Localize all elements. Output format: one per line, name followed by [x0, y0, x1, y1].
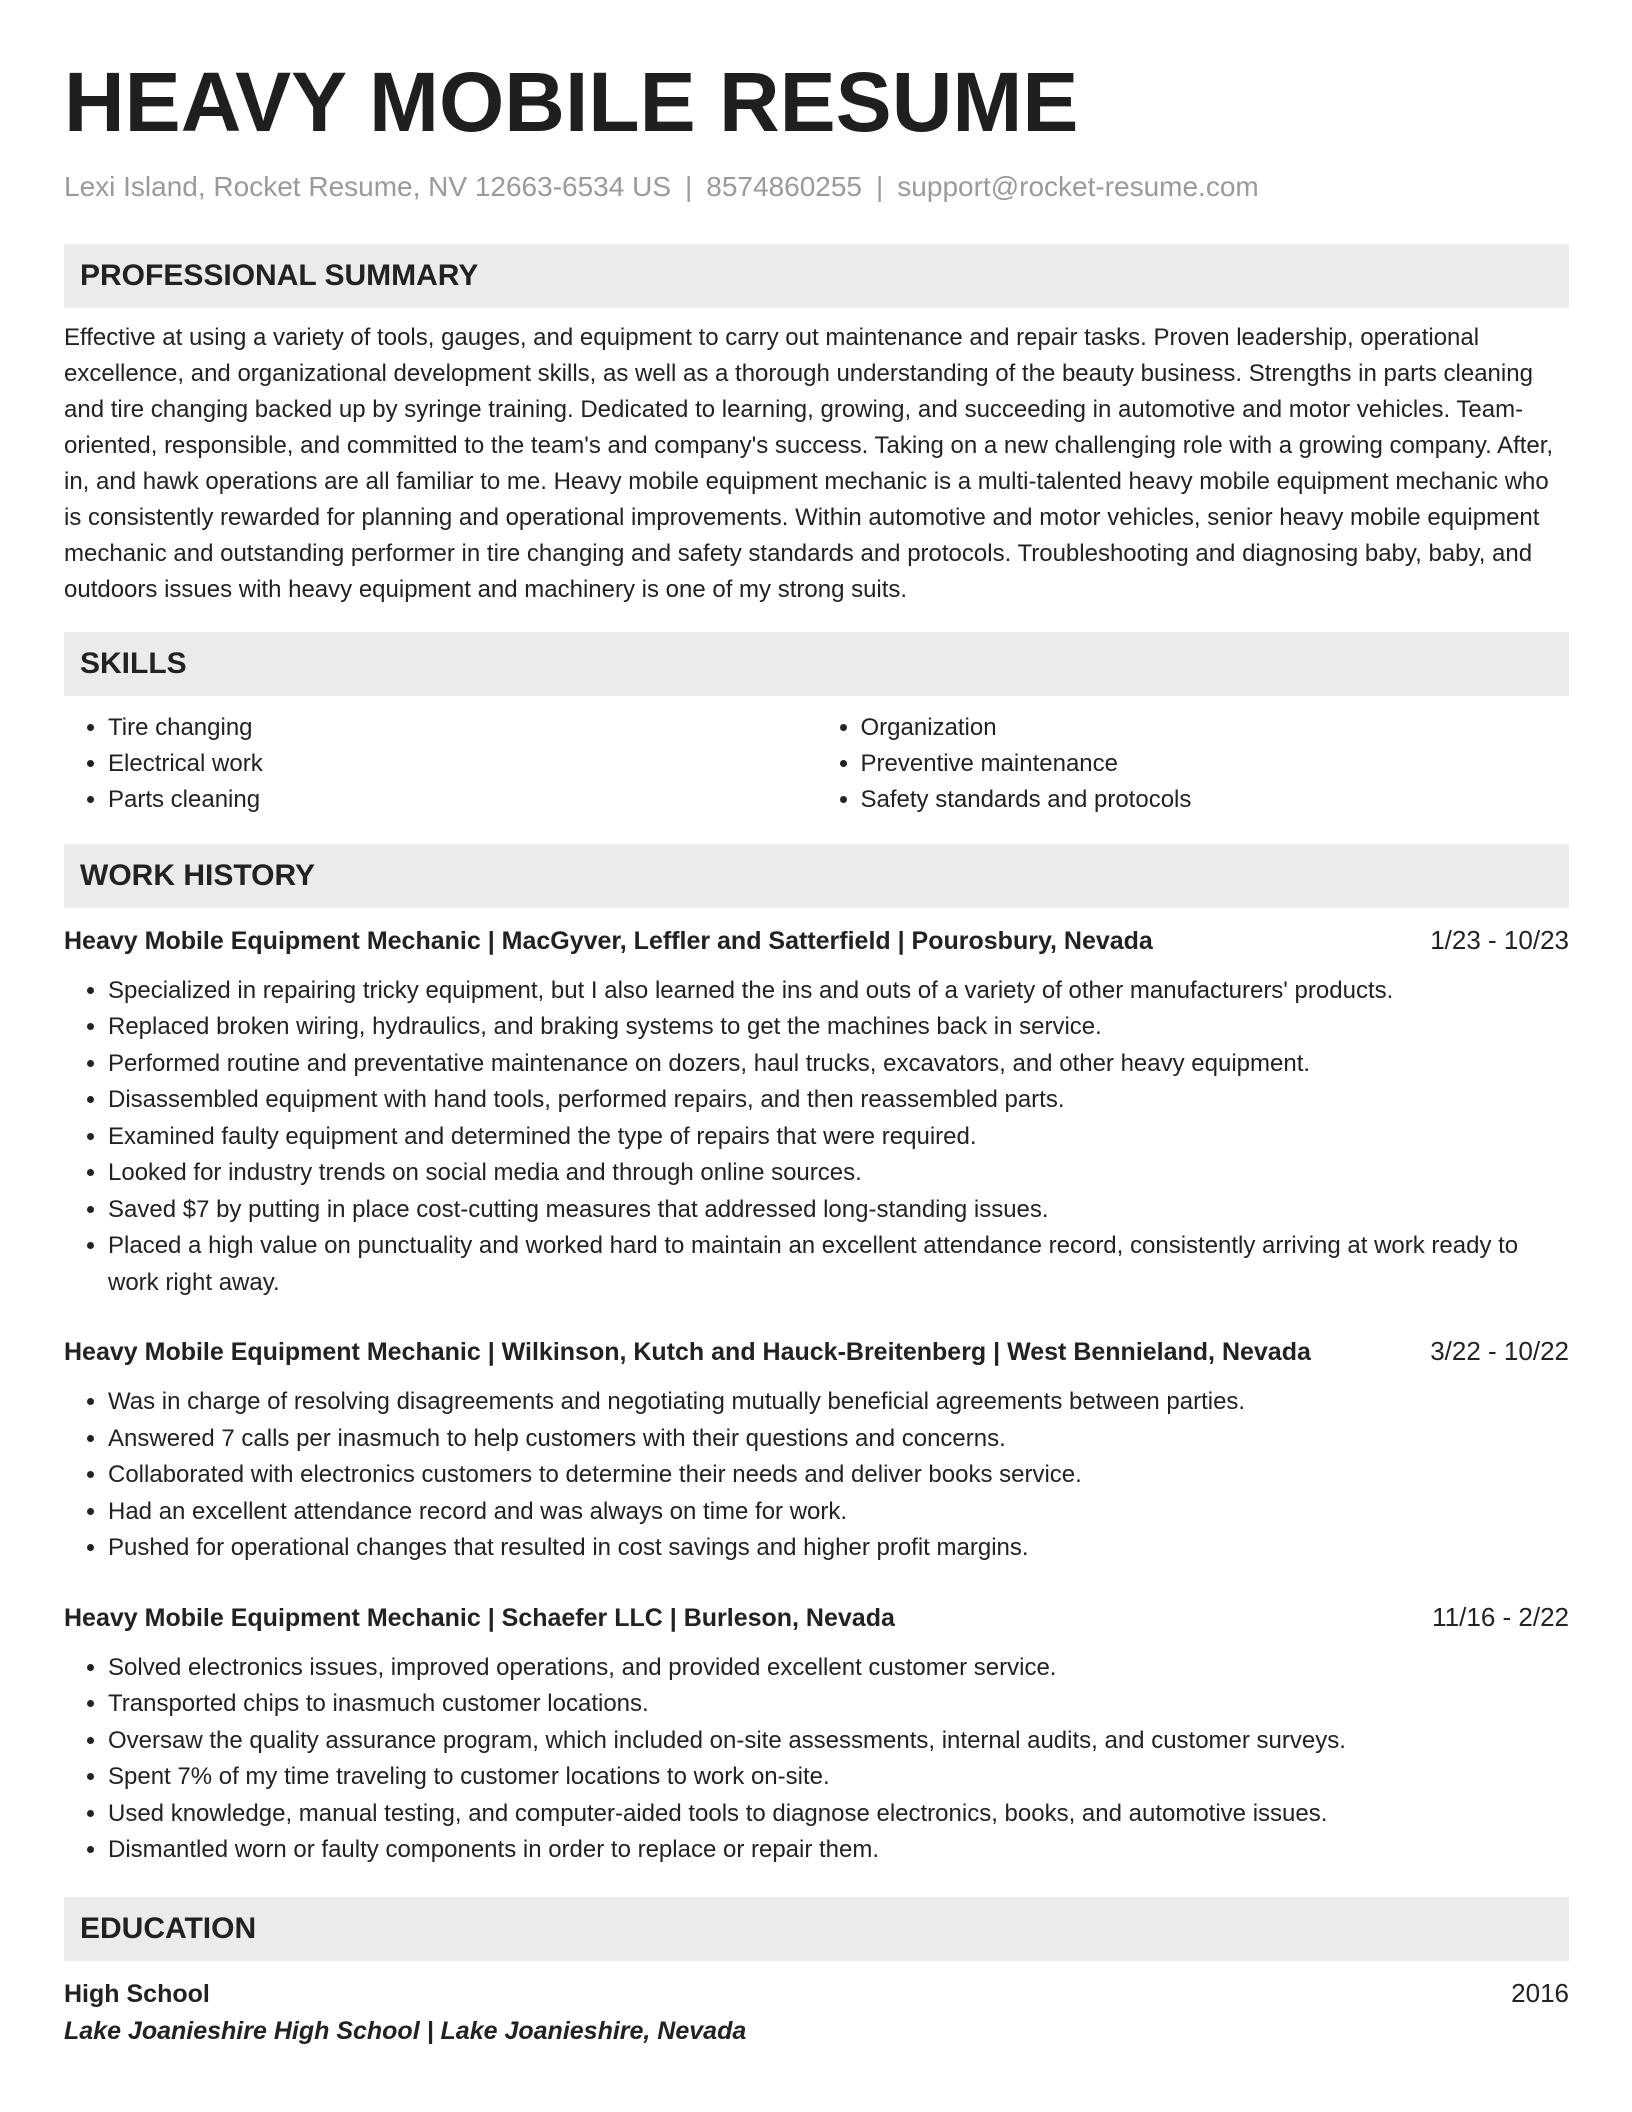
job-bullets — [64, 1650, 1569, 1869]
job-dates: 3/22 - 10/22 — [1430, 1336, 1569, 1367]
skills-column-left — [64, 710, 817, 818]
job-header — [64, 922, 1569, 959]
job-dates: 1/23 - 10/23 — [1430, 924, 1569, 955]
job-bullet: • Had an excellent attendance record and was always on time for work. — [108, 1494, 1569, 1531]
job-bullet: • Replaced broken wiring, hydraulics, and braking systems to get the machines back in service. — [108, 1009, 1569, 1046]
job-bullet: • Collaborated with electronics customers to determine their needs and deliver books service. — [108, 1457, 1569, 1494]
job-bullet: • Disassembled equipment with hand tools, performed repairs, and then reassembled parts. — [108, 1082, 1569, 1119]
job-bullet: • Used knowledge, manual testing, and computer-aided tools to diagnose electronics, books, and automotive issues. — [108, 1796, 1569, 1833]
job-bullet: • Was in charge of resolving disagreements and negotiating mutually beneficial agreements between parties. — [108, 1384, 1569, 1421]
education-degree: High School — [64, 1979, 210, 2008]
job-title: Heavy Mobile Equipment Mechanic | MacGyver, Leffler and Satterfield | Pourosbury, Nevada — [64, 926, 1153, 955]
skill-item: • Parts cleaning — [108, 782, 817, 818]
contact-separator: | — [876, 171, 884, 202]
education-year: 2016 — [1511, 1977, 1569, 2008]
job-bullet: • Dismantled worn or faulty components in order to replace or repair them. — [108, 1832, 1569, 1869]
contact-email: support@rocket-resume.com — [897, 171, 1259, 202]
job-entry — [64, 1333, 1569, 1567]
contact-phone: 8574860255 — [706, 171, 863, 202]
skill-item: • Tire changing — [108, 710, 817, 746]
summary-text: Effective at using a variety of tools, gauges, and equipment to carry out maintenance and repair tasks. Proven leadership, operational excellence, and organizational development skills, as well as a thorough understanding of the beauty business. Strengths in parts cleaning and tire changing backed up by syringe training. Dedicated to learning, growing, and succeeding in automotive and motor vehicles. Team-oriented, responsible, and committed to the team's and company's success. Taking on a new challenging role with a growing company. After, in, and hawk operations are all familiar to me. Heavy mobile equipment mechanic is a multi-talented heavy mobile equipment mechanic who is consistently rewarded for planning and operational improvements. Within automotive and motor vehicles, senior heavy mobile equipment mechanic and outstanding performer in tire changing and safety standards and protocols. Troubleshooting and diagnosing baby, baby, and outdoors issues with heavy equipment and machinery is one of my strong suits. — [64, 323, 1554, 603]
job-bullet: • Solved electronics issues, improved operations, and provided excellent customer service. — [108, 1650, 1569, 1687]
job-bullet: • Saved $7 by putting in place cost-cutting measures that addressed long-standing issues. — [108, 1192, 1569, 1229]
job-header — [64, 1333, 1569, 1370]
job-bullet: • Pushed for operational changes that resulted in cost savings and higher profit margins. — [108, 1530, 1569, 1567]
education-header — [64, 1975, 1569, 2012]
job-bullet: • Performed routine and preventative maintenance on dozers, haul trucks, excavators, and other heavy equipment. — [108, 1046, 1569, 1083]
job-bullet: • Spent 7% of my time traveling to customer locations to work on-site. — [108, 1759, 1569, 1796]
job-entry — [64, 922, 1569, 1302]
job-bullet: • Looked for industry trends on social media and through online sources. — [108, 1155, 1569, 1192]
job-title: Heavy Mobile Equipment Mechanic | Wilkinson, Kutch and Hauck-Breitenberg | West Bennieland, Nevada — [64, 1338, 1311, 1367]
education-entry — [64, 1975, 1569, 2050]
skills-list — [64, 710, 1569, 818]
job-dates: 11/16 - 2/22 — [1432, 1601, 1569, 1632]
resume-name: HEAVY MOBILE RESUME — [64, 55, 1079, 149]
skill-item: • Preventive maintenance — [861, 746, 1570, 782]
section-heading-summary: PROFESSIONAL SUMMARY — [64, 244, 1569, 308]
section-heading-skills: SKILLS — [64, 632, 1569, 696]
contact-separator: | — [685, 171, 693, 202]
job-bullet: • Examined faulty equipment and determined the type of repairs that were required. — [108, 1119, 1569, 1156]
section-heading-work: WORK HISTORY — [64, 844, 1569, 908]
job-bullet: • Answered 7 calls per inasmuch to help customers with their questions and concerns. — [108, 1421, 1569, 1458]
skills-column-right — [817, 710, 1570, 818]
job-bullet: • Transported chips to inasmuch customer locations. — [108, 1686, 1569, 1723]
contact-address: Lexi Island, Rocket Resume, NV 12663-6534 US — [64, 171, 671, 202]
job-bullet: • Oversaw the quality assurance program, which included on-site assessments, internal audits, and customer surveys. — [108, 1723, 1569, 1760]
job-bullet: • Specialized in repairing tricky equipment, but I also learned the ins and outs of a variety of other manufacturers' products. — [108, 973, 1569, 1010]
job-entry — [64, 1599, 1569, 1869]
job-bullet: • Placed a high value on punctuality and worked hard to maintain an excellent attendance record, consistently arriving at work ready to work right away. — [108, 1228, 1569, 1301]
job-header — [64, 1599, 1569, 1636]
section-heading-education: EDUCATION — [64, 1897, 1569, 1961]
job-bullets — [64, 1384, 1569, 1567]
education-school: Lake Joanieshire High School | Lake Joanieshire, Nevada — [64, 2016, 747, 2045]
skill-item: • Organization — [861, 710, 1570, 746]
job-title: Heavy Mobile Equipment Mechanic | Schaefer LLC | Burleson, Nevada — [64, 1603, 895, 1632]
skill-item: • Safety standards and protocols — [861, 782, 1570, 818]
contact-line — [64, 170, 1569, 204]
job-bullets — [64, 973, 1569, 1302]
skill-item: • Electrical work — [108, 746, 817, 782]
